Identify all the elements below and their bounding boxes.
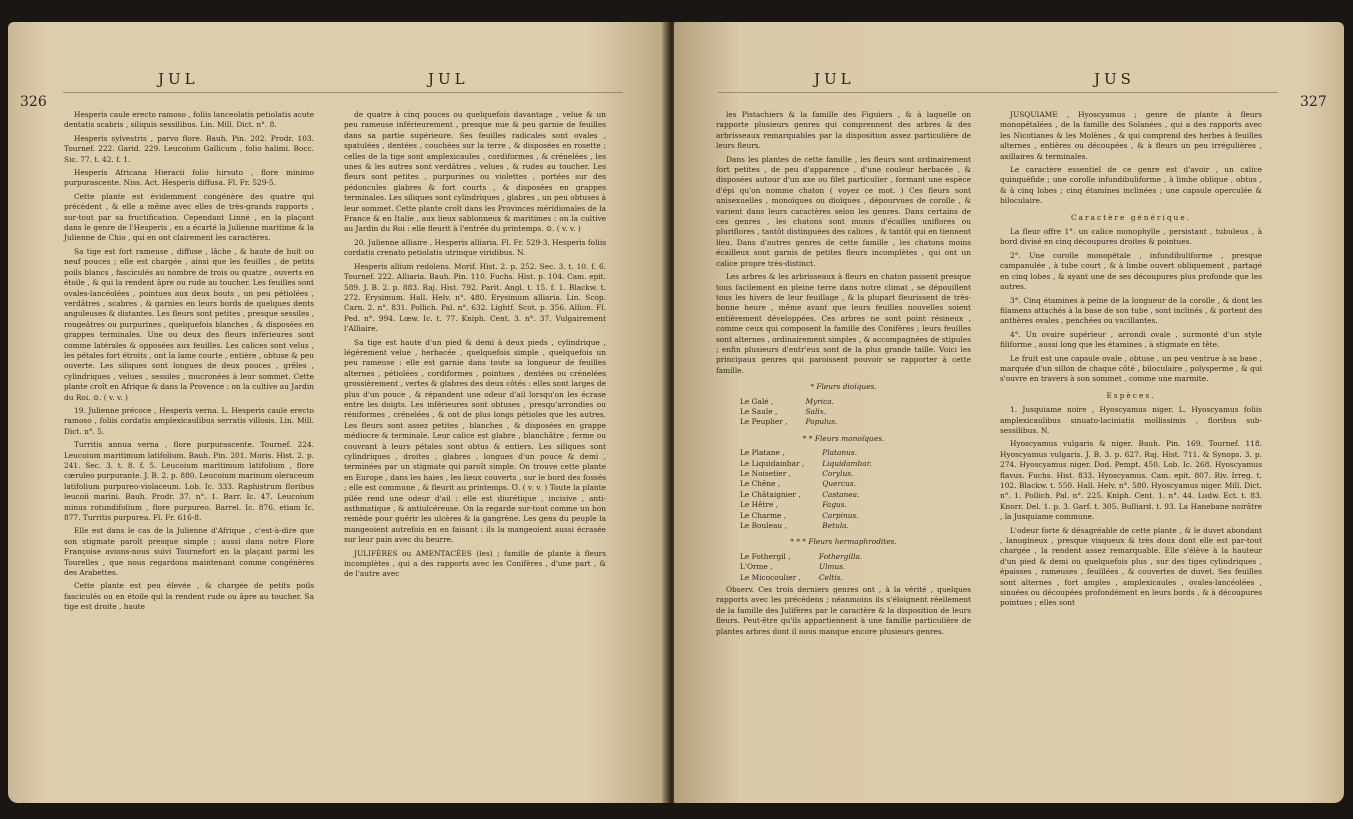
genus-latin-name: Castanea. xyxy=(822,489,860,499)
section-heading-hermaphrodites: * * * Fleurs hermaphrodites. xyxy=(790,537,897,547)
text-paragraph: Hesperis allium redolens. Morif. Hist. 2. p. 252. Sec. 3. t. 10. f. 6. Tournef. 222. Alliaria. Bauh. Pin. 110. Fuchs. Hist. p. 104. Cam. epit. 589. J. B. 2. p. 883. Raj. Hist. 792. Parit. Angl. t. 15. f. 1. Blackw. t. 272. Erysimum. Hall. Helv. n°. 480. Erysimum alliaria. Lin. Scop. Carn. 2. n°. 831. Pollich. Pal. n°. 632. Lightf. Scot. p. 356. Allion. Fl. Ped. n°. 994. Lœw. Ic. t. 77. Kniph. Cent. 3. n°. 37. Vulgairement l'Alliaire. xyxy=(344,261,606,334)
entry-jusquiame: JUSQUIAME , Hyoscyamus ; genre de plante à fleurs monopétalées , de la famille des Solanées , qui a des rapports avec les Nicotianes & les Molènes , & qui comprend des herbes à feuilles alternes , entières ou découpées , & à fleurs un peu irrégulières , axillaires & terminales. xyxy=(1000,110,1262,161)
genus-latin-name: Populus. xyxy=(805,417,838,427)
text-paragraph: Cette plante est évidemment congénère des quatre qui précèdent , & elle a même avec elles de très-grands rapports , sur-tout par sa fructification. Cependant Linné , en la plaçant dans le genre de l'Hesperis , en a écarté la Julienne maritime & la Julienne de Chio , qui en ont clairement les caractères. xyxy=(64,191,314,243)
genus-row xyxy=(740,448,890,458)
genus-french-name: Le Saule , xyxy=(740,406,778,416)
genus-latin-name: Myrica. xyxy=(805,396,835,406)
genus-latin-name: Quercus. xyxy=(822,479,857,489)
text-paragraph: 19. Julienne précoce , Hesperis verna. L. Hesperis caule erecto ramoso , foliis cordatis amplexicaulibus serratis villosis. Lin. Mill. Dict. n°. 5. xyxy=(64,405,314,436)
right-column-1 xyxy=(716,110,971,640)
genus-row xyxy=(740,479,890,489)
header-rule-right xyxy=(718,92,1278,93)
text-paragraph: Les arbres & les arbrisseaux à fleurs en chaton passent presque tous facilement en pleine terre dans notre climat , se dépouillent tous les hivers de leur feuillage , & la plupart fleurissent de très-bonne heure , même avant que leurs feuilles nouvelles soient entièrement développées. Ces arbres ne sont point résineux , comme ceux qui composent la famille des Conifères ; leurs feuilles sont alternes , ordinairement simples , & accompagnées de stipules ; enfin plusieurs d'entr'eux sont de la plus grande taille. Voici les principaux genres qui paroissent pouvoir se rapporter à cette famille. xyxy=(716,272,971,375)
genus-french-name: Le Hêtre , xyxy=(740,500,779,510)
header-right-col2: JUS xyxy=(1094,70,1135,88)
genus-french-name: L'Orme , xyxy=(740,562,773,572)
genus-french-name: Le Platane , xyxy=(740,448,785,458)
page-number-left: 326 xyxy=(20,94,47,110)
text-paragraph: Sa tige est fort rameuse , diffuse , lâche , & haute de huit ou neuf pouces ; elle est chargée , ainsi que les feuilles , de petits poils blancs , fasciculés au nombre de trois ou quatre , ouverts en étoile , & qui la rendent âpre ou rude au toucher. Les feuilles sont ovales-lancéolées , pointues aux deux bouts , un peu pétiolées , verdâtres , scabres , & garnies en leurs bords de quelques dents anguleuses & distantes. Les fleurs sont petites , presque sessiles , rougeâtres ou purpurines , quelquefois blanches , & disposées en grappes terminales. Une ou deux des fleurs inférieures sont comme latérales & opposées aux feuilles. Les calices sont velus , les pétales fort étroits , ont la lame courte , entière , obtuse & peu ouverte. Les siliques sont longues de deux pouces , grêles , cylindriques , velues , sessiles , mucronées à leur sommet. Cette plante croît en Afrique & dans la Provence : on la cultive au Jardin du Roi. ⊙. ( v. v. ) xyxy=(64,246,314,402)
text-paragraph: les Pistachiers & la famille des Figuiers , & à laquelle on rapporte plusieurs genres qui comprennent des arbres & des arbrisseaux remarquables par la disposition assez particulière de leurs fleurs. xyxy=(716,110,971,151)
text-paragraph: JULIFÈRES ou AMENTACÉES (les) ; famille de plante à fleurs incomplètes , qui a des rapports avec les Conifères , d'une part , & de l'autre avec xyxy=(344,548,606,579)
genus-latin-name: Ulmus. xyxy=(818,562,846,572)
genus-french-name: Le Charme , xyxy=(740,510,787,520)
text-paragraph: 20. Julienne alliaire , Hesperis alliaria. Fl. Fr. 529-3. Hesperis foliis cordatis crenato petiolatis utrinque viridibus. N. xyxy=(344,237,606,258)
genus-latin-name: Fothergilla. xyxy=(818,551,863,561)
character-paragraph: 2°. Une corolle monopétale , infundibuliforme , presque campanulée , à tube court , & à limbe ouvert obliquement , partagé en cinq lobes , & ayant une de ses découpures plus profonde que les autres. xyxy=(1000,250,1262,292)
text-paragraph: Hesperis Africana Hieracii folio hirsuto , flore minimo purpurascente. Niss. Act. Hesperis diffusa. Fl. Fr. 529-5. xyxy=(64,168,314,188)
text-paragraph: Turritis annua verna , flore purpurascente. Tournef. 224. Leucoium maritimum latifolium. Bauh. Pin. 201. Moris. Hist. 2. p. 241. Sec. 3. t. 8. f. 5. Leucoium maritimum latifolium , flore cæruleo purpurante. J. B. 2. p. 880. Leucoium marinum oleraceum latifolium purpureo-violaceum. Lob. Ic. 333. Raphistrum floribus leucoii marini. Bauh. Prodr. 37. n°. 1. Barr. Ic. 47. Leucoium minus rotundifolium , flore purpureo. Barrel. Ic. 876. etiam Ic. 877. Turritis purpurea. Fl. Fr. 616-8. xyxy=(64,440,314,523)
text-paragraph: Dans les plantes de cette famille , les fleurs sont ordinairement fort petites , de peu d'apparence , d'une couleur herbacée , & disposées autour d'un axe ou filet particulier , formant une espèce d'épi qu'on nomme chaton ( voyez ce mot. ) Ces fleurs sont unisexuelles , monoïques ou dioïques , dépourvues de corolle , & varient dans leurs caractères selon les genres. Dans certains de ces genres , les chatons sont munis d'écailles uniflores ou pluriflores , tantôt distinguées des calices , & tantôt qui en tiennent lieu. Dans d'autres genres de cette famille , les chatons moins écailleux sont garnis de petites fleurs incomplètes , qui ont un calice propre très-distinct. xyxy=(716,154,971,268)
genus-french-name: Le Galé , xyxy=(740,396,774,406)
right-page xyxy=(674,22,1344,803)
genus-french-name: Le Châtaignier , xyxy=(740,489,801,499)
observation-paragraph: Observ. Ces trois derniers genres ont , à la vérité , quelques rapports avec les précédens ; néanmoins ils s'éloignent réellement de la famille des Julifères par le caractère & la disposition de leurs fleurs. Peut-être qu'ils appartiennent à une famille particulière de plantes arbres dont il nous manque encore plusieurs genres. xyxy=(716,585,971,636)
right-column-2 xyxy=(1000,110,1262,612)
genus-latin-name: Liquidambar. xyxy=(822,458,872,468)
page-number-right: 327 xyxy=(1300,94,1327,110)
left-column-2 xyxy=(344,110,606,583)
genus-latin-name: Corylus. xyxy=(822,469,854,478)
genus-row xyxy=(740,490,890,500)
genus-latin-name: Platanus. xyxy=(822,448,858,458)
section-heading-monoiques: * * Fleurs monoïques. xyxy=(802,433,885,443)
genus-latin-name: Fagus. xyxy=(822,500,847,510)
genus-table-hermaphrodites xyxy=(740,552,880,583)
genus-french-name: Le Micocoulier , xyxy=(740,572,801,582)
genus-row xyxy=(740,552,880,562)
genus-table-monoiques xyxy=(740,448,890,531)
header-rule-left xyxy=(63,92,623,93)
genus-row xyxy=(740,407,855,417)
left-column-1 xyxy=(64,110,314,616)
genus-row xyxy=(740,397,855,407)
character-paragraph: 3°. Cinq étamines à peine de la longueur de la corolle , & dont les filamens attachés à la base de son tube , sont inclinés , & portent des anthères ovales , penchées ou vacillantes. xyxy=(1000,295,1262,326)
genus-row xyxy=(740,459,890,469)
genus-row xyxy=(740,469,890,479)
essential-character: Le caractère essentiel de ce genre est d'avoir , un calice quinquéfide ; une corolle infundibuliforme , à limbe oblique , obtus , & à cinq lobes ; cinq étamines inclinées ; une capsule operculée & biloculaire. xyxy=(1000,165,1262,206)
text-paragraph: Cette plante est peu élevée , & chargée de petits poils fasciculés ou en étoile qui la rendent rude ou âpre au toucher. Sa tige est droite , haute xyxy=(64,581,314,612)
genus-french-name: Le Peuplier , xyxy=(740,417,788,427)
species-paragraph: L'odeur forte & désagréable de cette plante , & le duvet abondant , lanugineux , presque visqueux & très doux dont elle est par-tout chargée , la rendent assez remarquable. Elle s'élève à la hauteur d'un pied & demi ou quelquefois plus , sur des tiges cylindriques , épaisses , rameuses , feuillées , & couvertes de duvet. Ses feuilles sont alternes , fort amples , amplexicaules , ovales-lancéolées , sinuées ou découpées profondément en leurs bords , & à découpures pointues ; elles sont xyxy=(1000,525,1262,608)
species-paragraph: Hyoscyamus vulgaris & niger. Bauh. Pin. 169. Tournef. 118. Hyoscyamus vulgaris. J. B. 3. p. 627. Raj. Hist. 711. & Synops. 3. p. 274. Hyoscyamus niger. Dod. Pempt. 450. Lob. Ic. 268. Hyoscyamus flavus. Fuchs. Hist. 833. Hyoscyamus. Cam. epit. 807. Riv. Irreg. t. 102. Blackw. t. 550. Hall. Helv. n°. 580. Hyoscyamus niger. Mill. Dict. n°. 1. Pollich. Pal. n°. 225. Kniph. Cent. 1. n°. 44. Ludw. Ect. t. 83. Knorr. Del. 1. p. 3. Garf. t. 305. Bulliard. t. 93. La Hanebane noirâtre , la Jusquiame commune. xyxy=(1000,439,1262,522)
genus-french-name: Le Liquidambar , xyxy=(740,458,805,468)
genus-row xyxy=(740,573,880,583)
genus-row xyxy=(740,562,880,572)
character-paragraph: La fleur offre 1°. un calice monophylle , persistant , tubuleux , à bord divisé en cinq découpures droites & pointues. xyxy=(1000,227,1262,247)
genus-row xyxy=(740,500,890,510)
header-left-col1: JUL xyxy=(158,70,199,88)
genus-row xyxy=(740,521,890,531)
genus-latin-name: Carpinus. xyxy=(822,510,859,520)
genus-latin-name: Celtis. xyxy=(818,572,843,582)
species-paragraph: 1. Jusquiame noire , Hyoscyamus niger. L. Hyoscyamus foliis amplexicaulibus sinuato-laciniatis mollissimis , floribus sub-sessilibus. N. xyxy=(1000,405,1262,435)
text-paragraph: Hesperis sylvestris , parvo flore. Bauh. Pin. 202. Prodr. 103. Tournef. 222. Garid. 229. Leucoium Gallicum , folio halimi. Bocc. Sic. 77. t. 42. f. 1. xyxy=(64,133,314,164)
header-right-col1: JUL xyxy=(814,70,855,88)
genus-latin-name: Salix. xyxy=(805,406,827,416)
genus-row xyxy=(740,417,855,427)
genus-table-dioiques xyxy=(740,397,855,428)
genus-row xyxy=(740,511,890,521)
character-paragraph: 4°. Un ovaire supérieur , arrondi ovale , surmonté d'un style filiforme , aussi long que les étamines , à stigmate en tête. xyxy=(1000,329,1262,350)
section-heading-dioiques: * Fleurs dioïques. xyxy=(810,382,877,392)
section-heading-especes: Espèces. xyxy=(1106,390,1156,400)
header-left-col2: JUL xyxy=(428,70,469,88)
genus-french-name: Le Chêne , xyxy=(740,479,781,489)
text-paragraph: Sa tige est haute d'un pied & demi à deux pieds , cylindrique , légèrement velue , herbacée , quelquefois simple , quelquefois un peu rameuse : elle est garnie dans toute sa longueur de feuilles alternes , pétiolées , cordiformes , pointues , dentées ou crénelées grossièrement , vertes & glabres des deux côtés : elles sont larges de plus d'un pouce , & répandent une odeur d'ail lorsqu'on les écrase entre les doigts. Les inférieures sont obtuses , presqu'arrondies ou réniformes , crénelées , & ont de plus longs pétioles que les autres. Les fleurs sont assez petites , blanches , & disposées en grappe médiocre & terminale. Leur calice est glabre , blanchâtre , ferme ou couvrant à leurs pétales sont obtus & entiers. Les siliques sont cylindriques , droites , glabres , longues d'un pouce & demi , terminées par un stigmate qui paroît simple. On trouve cette plante en Europe , dans les haies , les lieux couverts , sur le bord des fossés ; elle est commune , & fleurit au printemps. ℧. ( v. v. ) Toute la plante pilée rend une odeur d'ail : elle est diurétique , incisive , anti-asthmatique , & antiulcéreuse. On la regarde sur-tout comme un bon remède pour guérir les ulcères & la gangrène. Les gens du peuple la mangeoient autrefois en en faisant : ils la mangeoient aussi écrasée sur leur pain avec du beurre. xyxy=(344,337,606,545)
section-heading-caractere: Caractère générique. xyxy=(1070,212,1192,222)
genus-french-name: Le Fothergil , xyxy=(740,551,791,561)
character-paragraph: Le fruit est une capsule ovale , obtuse , un peu ventrue à sa base , marquée d'un sillon de chaque côté , biloculaire , polysperme , & qui s'ouvre en travers à son sommet , comme une marmite. xyxy=(1000,353,1262,384)
text-paragraph: Hesperis caule erecto ramoso , foliis lanceolatis petiolatis acute dentatis scabris , siliquis sessilibus. Lin. Mill. Dict. n°. 8. xyxy=(64,110,314,130)
text-paragraph: Elle est dans le cas de la Julienne d'Afrique , c'est-à-dire que son stigmate paroît presque simple ; aussi dans notre Flore Françoise avions-nous suivi Tournefort en la plaçant parmi les Tourelles , que nous regardons maintenant comme congénères des Arabettes. xyxy=(64,526,314,578)
genus-french-name: Le Bouleau , xyxy=(740,521,787,531)
genus-latin-name: Betula. xyxy=(822,521,849,531)
genus-french-name: Le Noisetier , xyxy=(740,469,792,478)
left-page xyxy=(8,22,668,803)
text-paragraph: de quatre à cinq pouces ou quelquefois davantage , velue & un peu rameuse inférieurement , presque nue & peu garnie de feuilles dans sa partie supérieure. Ses feuilles radicales sont ovales , spatulées , dentées , couchées sur la terre , & disposées en rosette ; celles de la tige sont amplexicaules , cordiformes , & crénelées , les unes & les autres sont verdâtres , velues , & rudes au toucher. Les fleurs sont petites , purpurines ou violettes , portées sur des pédoncules glabres & fort courts , & disposées en grappes terminales. Les siliques sont cylindriques , glabres , un peu obtuses à leur sommet. Cette plante croît dans les Provinces méridionales de la France & en Italie , aux lieux sablonneux & maritimes : on la cultive au Jardin du Roi : elle fleurit à l'entrée du printemps. ⊙. ( v. v. ) xyxy=(344,110,606,234)
